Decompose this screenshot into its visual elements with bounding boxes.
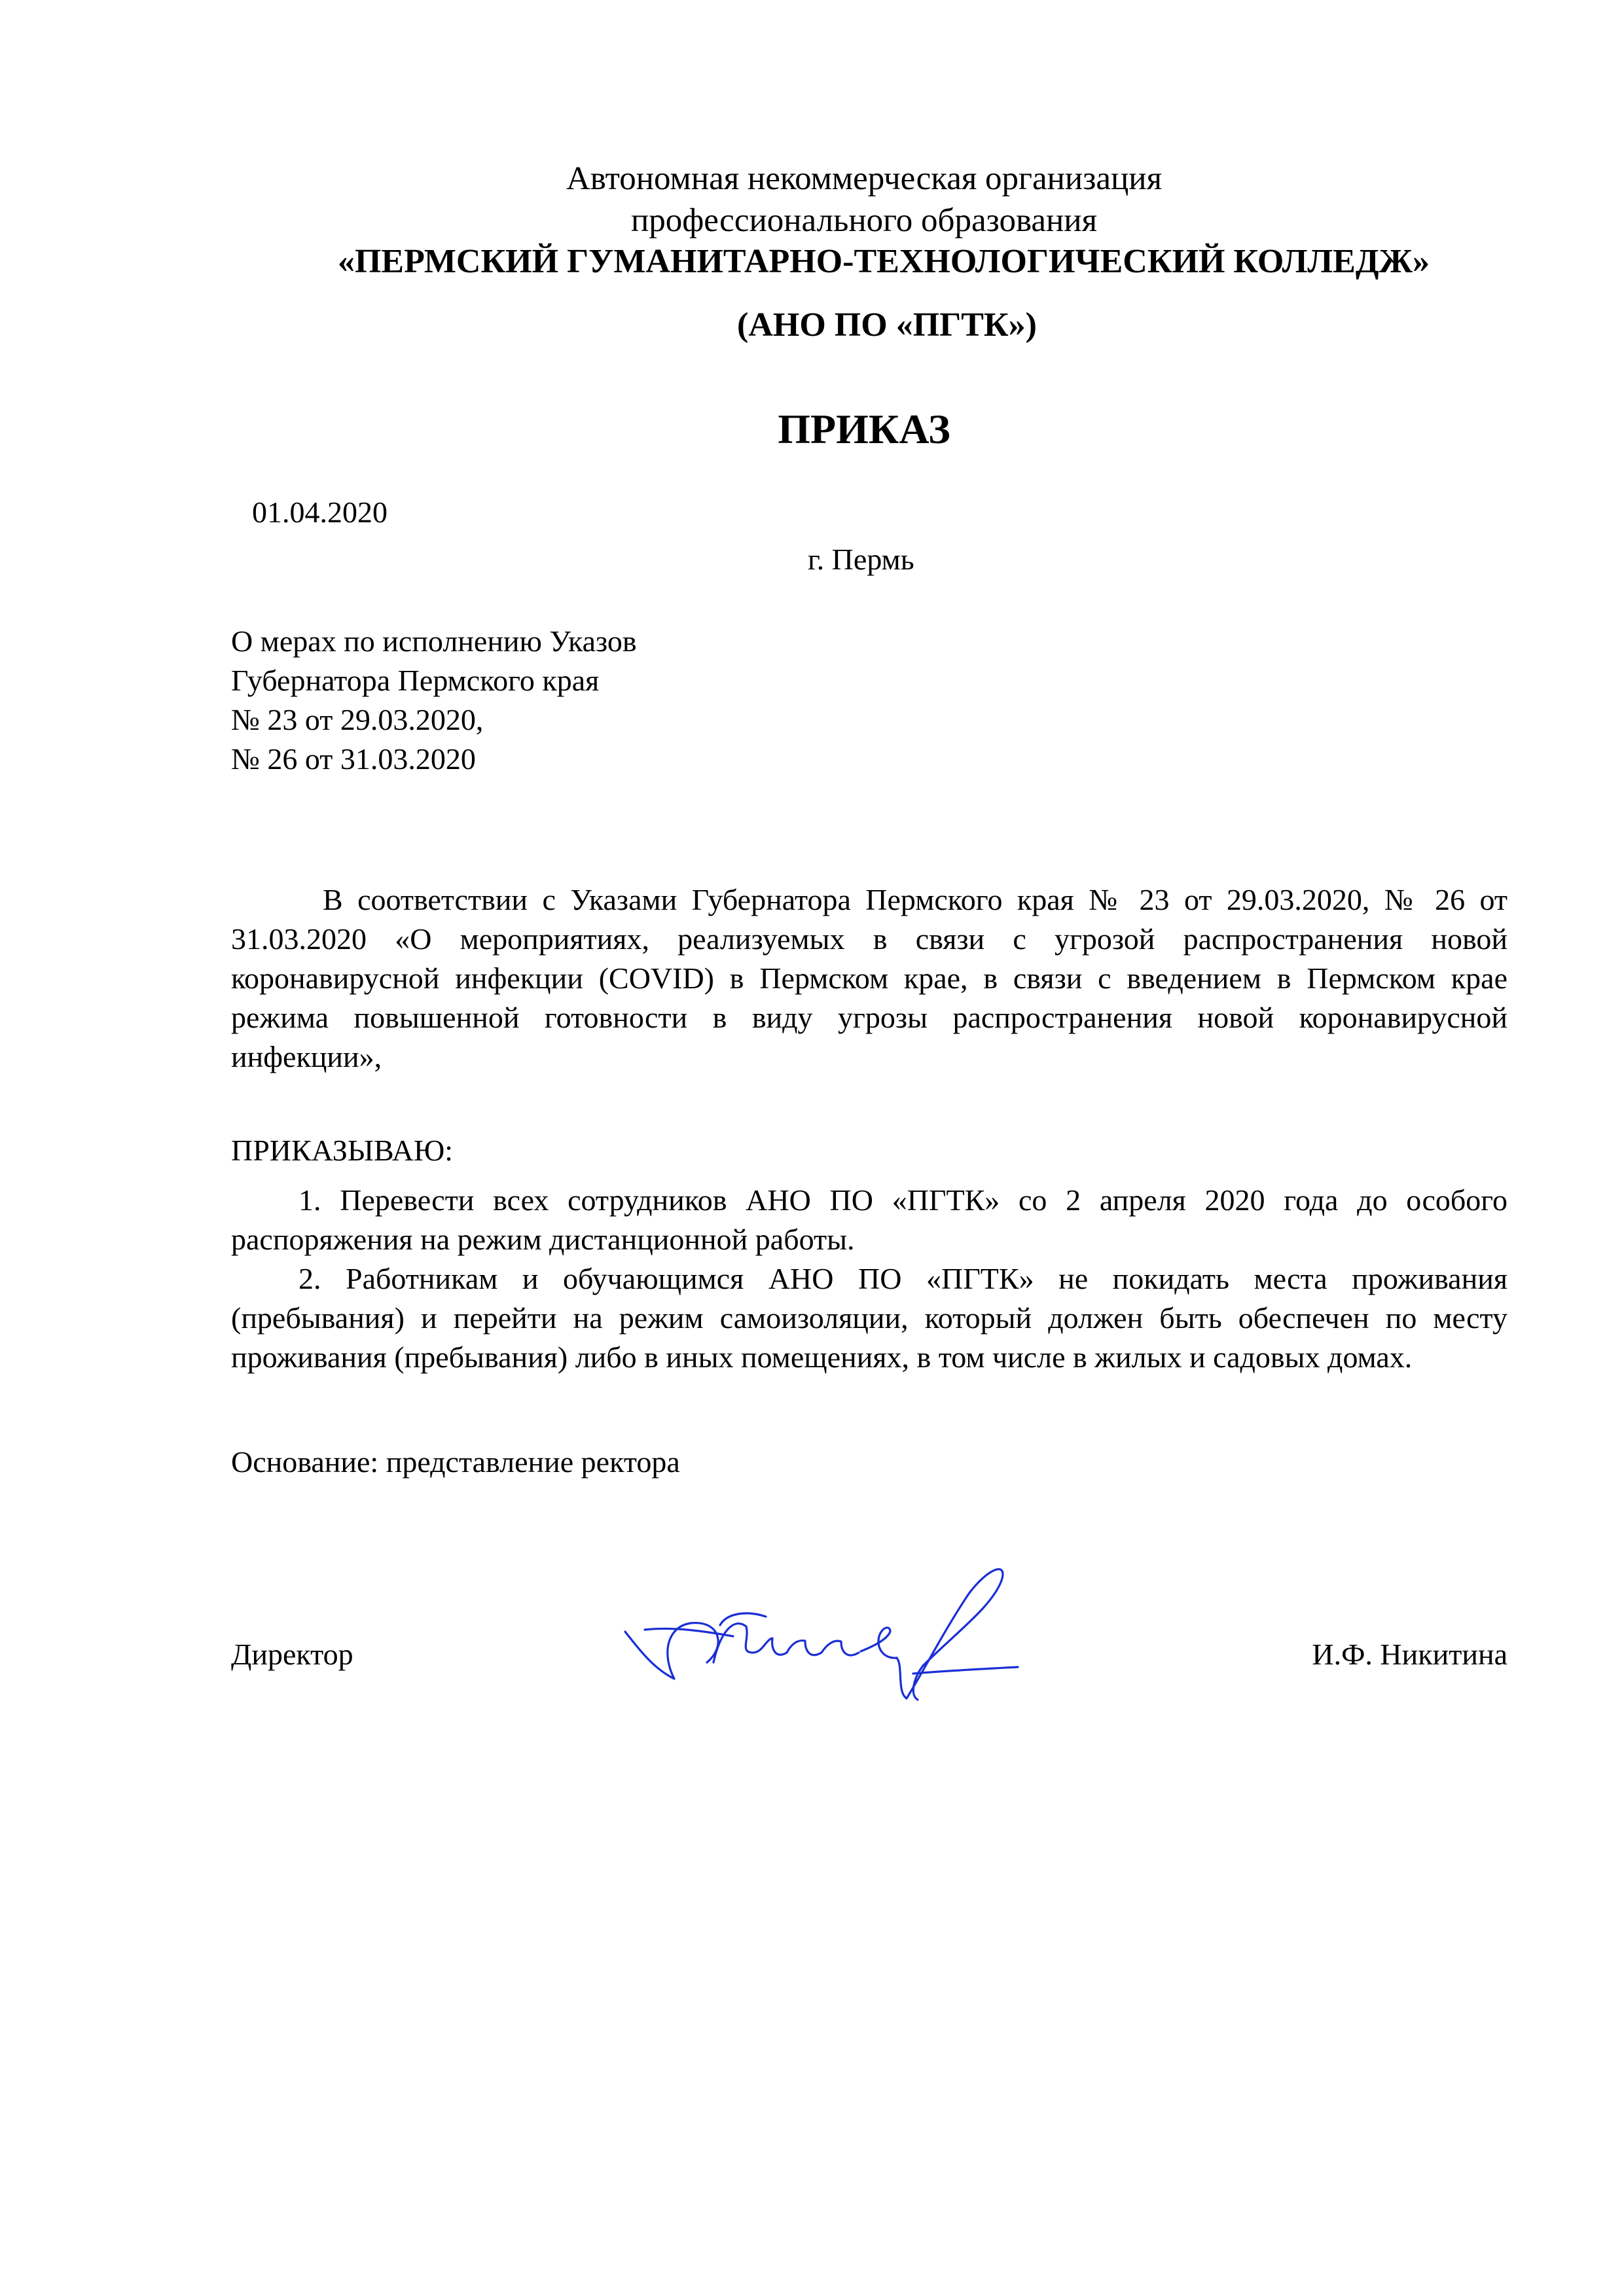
document-subject xyxy=(231,622,820,779)
order-heading: ПРИКАЗЫВАЮ: xyxy=(231,1134,454,1167)
signatory-title: Директор xyxy=(231,1638,353,1671)
order-items-list xyxy=(231,1181,1507,1377)
subject-line: О мерах по исполнению Указов xyxy=(231,624,637,658)
organization-education-line: профессионального образования xyxy=(630,202,1098,239)
signatory-name: И.Ф. Никитина xyxy=(1312,1638,1507,1671)
handwritten-signature xyxy=(615,1554,1034,1718)
document-city: г. Пермь xyxy=(808,543,914,576)
subject-line: № 26 от 31.03.2020 xyxy=(231,742,476,776)
subject-line: № 23 от 29.03.2020, xyxy=(231,703,484,736)
order-item: 1. Перевести всех сотрудников АНО ПО «ПГТК» со 2 апреля 2020 года до особого распоряжения на режим дистанционной работы. xyxy=(231,1183,1507,1256)
order-item: 2. Работникам и обучающимся АНО ПО «ПГТК» не покидать места проживания (пребывания) и перейти на режим самоизоляции, который должен быть обеспечен по месту проживания (пребывания) либо в иных помещениях, в том числе в жилых и садовых домах. xyxy=(231,1262,1507,1374)
organization-name: «ПЕРМСКИЙ ГУМАНИТАРНО-ТЕХНОЛОГИЧЕСКИЙ КОЛЛЕДЖ» xyxy=(337,243,1430,280)
organization-type-line: Автономная некоммерческая организация xyxy=(566,160,1163,197)
preamble-paragraph: В соответствии с Указами Губернатора Пермского края № 23 от 29.03.2020, № 26 от 31.03.2020 «О мероприятиях, реализуемых в связи с угрозой распространения новой коронавирусной инфекции (COVID) в Пермском крае, в связи с введением в Пермском крае режима повышенной готовности в виду угрозы распространения новой коронавирусной инфекции», xyxy=(231,883,1507,1073)
basis-line: Основание: представление ректора xyxy=(231,1445,680,1479)
subject-line: Губернатора Пермского края xyxy=(231,664,600,697)
document-date: 01.04.2020 xyxy=(252,495,388,529)
organization-short-name: (АНО ПО «ПГТК») xyxy=(737,306,1037,344)
document-title: ПРИКАЗ xyxy=(778,406,950,452)
